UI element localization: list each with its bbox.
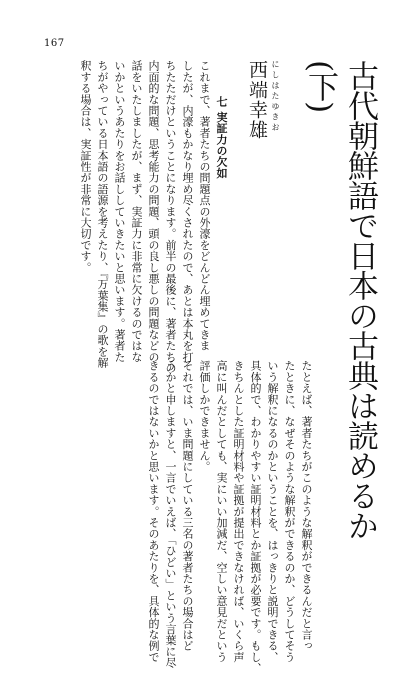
article-title: 古代朝鮮語で日本の古典は読めるか(下) xyxy=(302,60,378,540)
text-line: 釈する場合は、実証性が非常に大切です。 xyxy=(79,60,92,273)
section-heading: 七 実証力の欠如 xyxy=(215,96,228,179)
text-line: ちたただけということになります。前半の最後に、著者たちの xyxy=(164,60,177,374)
text-line: きちんとした証明材料や証拠が提出できなければ、いくら声 xyxy=(232,360,245,663)
author-byline xyxy=(228,60,280,140)
text-line: 評価しかできません。 xyxy=(198,360,211,472)
author-name: 西端幸雄 xyxy=(246,60,268,140)
text-line: 高に叫んだとしても、実にいい加減だ、空しい意見だという xyxy=(215,360,228,663)
text-line: うかと申しますと、一言でいえば、「ひどい」という言葉に尽 xyxy=(164,360,177,669)
lower-text-block xyxy=(75,360,315,674)
text-line: いう解釈になるのかということを、はっきりと説明できる、 xyxy=(266,360,279,663)
text-line: たときに、なぜそのような解釈ができるのか、どうしてそう xyxy=(283,360,296,663)
text-line: 具体的で、わかりやすい証明材料とか証拠が必要です。もし、 xyxy=(249,360,262,674)
upper-text-block xyxy=(60,60,230,374)
text-line: 話をいたしましたが、まず、実証力に非常に欠けるのではな xyxy=(130,60,143,363)
author-furigana: にしはたゆきお xyxy=(271,60,280,134)
text-line: したが、内濠もかなり埋め尽くされたので、あとは本丸を打 xyxy=(181,60,194,363)
page-number: 167 xyxy=(44,38,65,49)
text-line: たとえば、著者たちがこのような解釈ができるんだと言っ xyxy=(300,360,313,652)
text-line: きるのではないかと思います。そのあたりを、具体的な例で xyxy=(147,360,160,663)
text-line: これまで、著者たちの問題点の外濠をどんどん埋めてきま xyxy=(198,60,211,352)
text-line: それでは、いま問題にしている三名の著者たちの場合はど xyxy=(181,360,194,652)
text-line: いかというあたりをお話ししていきたいと思います。著者た xyxy=(113,60,126,363)
text-line: 内面的な問題、思考能力の問題、頭の良し悪しの問題などの xyxy=(147,60,160,363)
text-line: ちがやっている日本語の語源を考えたり、『万葉集』の歌を解 xyxy=(96,60,109,369)
